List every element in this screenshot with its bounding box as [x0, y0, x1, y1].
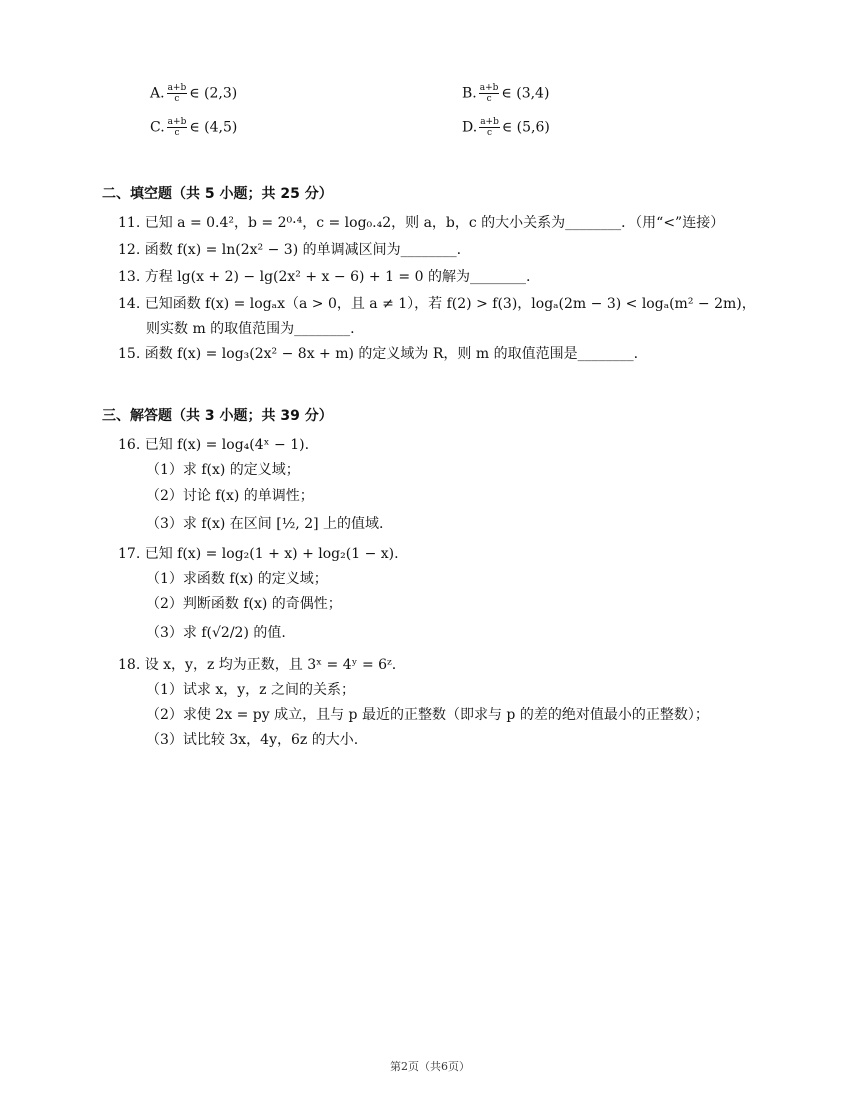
- question-14-cont: 则实数 m 的取值范围为________.: [146, 321, 355, 337]
- question-12: 12. 函数 f(x) = ln(2x² − 3) 的单调减区间为________.: [118, 242, 462, 258]
- q16-part3: （3）求 f(x) 在区间 [½, 2] 上的值域.: [146, 516, 384, 532]
- page-footer: 第2页（共6页）: [390, 1060, 470, 1073]
- q18-part2: （2）求使 2x = py 成立，且与 p 最近的正整数（即求与 p 的差的绝对值最小的正整数）；: [146, 707, 709, 723]
- q17-part1: （1）求函数 f(x) 的定义域；: [146, 571, 328, 587]
- question-13: 13. 方程 lg(x + 2) − lg(2x² + x − 6) + 1 = 0 的解为________.: [118, 269, 531, 285]
- q17-part2: （2）判断函数 f(x) 的奇偶性；: [146, 596, 342, 612]
- question-17: 17. 已知 f(x) = log₂(1 + x) + log₂(1 − x).: [118, 546, 399, 562]
- q16-part1: （1）求 f(x) 的定义域；: [146, 462, 300, 478]
- question-18: 18. 设 x，y，z 均为正数，且 3ˣ = 4ʸ = 6ᶻ.: [118, 657, 397, 673]
- q18-part3: （3）试比较 3x，4y，6z 的大小.: [146, 732, 359, 748]
- section2-heading: 二、填空题（共 5 小题；共 25 分）: [102, 186, 333, 202]
- q18-part1: （1）试求 x，y，z 之间的关系；: [146, 682, 355, 698]
- question-14: 14. 已知函数 f(x) = logₐx（a > 0，且 a ≠ 1），若 f(2) > f(3)，logₐ(2m − 3) < logₐ(m² − 2m)，: [118, 296, 756, 312]
- q16-part2: （2）讨论 f(x) 的单调性；: [146, 488, 314, 504]
- option-b: B. $\frac{a+b}{c}$ ∈ (3,4): [462, 83, 550, 104]
- option-d: D. $\frac{a+b}{c}$ ∈ (5,6): [462, 117, 550, 138]
- q17-part3: （3）求 f(√2/2) 的值.: [146, 625, 286, 641]
- question-16: 16. 已知 f(x) = log₄(4ˣ − 1).: [118, 437, 310, 453]
- option-a: A. $\frac{a+b}{c}$ ∈ (2,3): [150, 83, 238, 104]
- question-11: 11. 已知 a = 0.4²，b = 2⁰·⁴，c = log₀.₄2，则 a，b，c 的大小关系为________．（用“<”连接）: [118, 215, 725, 231]
- question-15: 15. 函数 f(x) = log₃(2x² − 8x + m) 的定义域为 R，则 m 的取值范围是________.: [118, 346, 639, 362]
- option-c: C. $\frac{a+b}{c}$ ∈ (4,5): [150, 117, 238, 138]
- section3-heading: 三、解答题（共 3 小题；共 39 分）: [102, 408, 333, 424]
